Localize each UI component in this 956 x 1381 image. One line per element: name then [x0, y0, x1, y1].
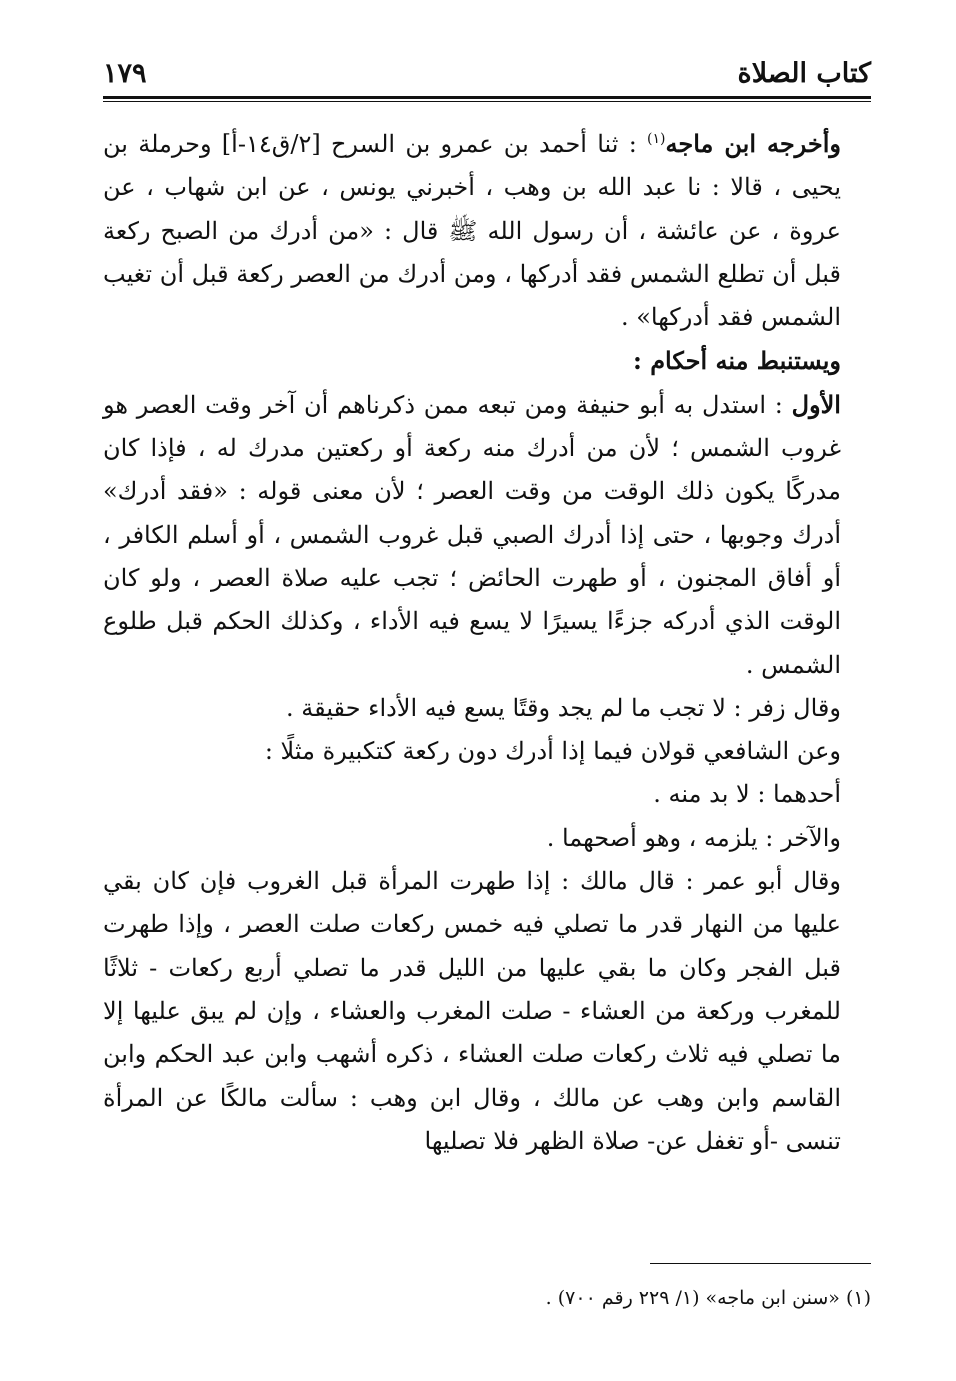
paragraph-1-text: : ثنا أحمد بن عمرو بن السرح [٢/ق١٤-أ] وحرملة بن يحيى ، قالا : نا عبد الله بن وهب ، أخبرني يونس ، عن ابن شهاب ، عن عروة ، عن عائشة ، أن رسول الله ﷺ قال : «من أدرك من الصبح ركعة قبل أن تطلع الشمس فقد أدركها ، ومن أدرك من العصر ركعة قبل أن تغيب الشمس فقد أدركها» .	[103, 130, 841, 332]
footnote-separator	[650, 1263, 871, 1264]
paragraph-2-lead: الأول	[791, 389, 841, 419]
header-rule-thick	[103, 96, 871, 99]
paragraph-1	[103, 122, 871, 339]
page-number: ١٧٩	[103, 58, 147, 89]
paragraph-7: وقال أبو عمر : قال مالك : إذا طهرت المرأة قبل الغروب فإن كان بقي عليها من النهار قدر ما تصلي فيه خمس ركعات صلت العصر ، وإذا طهرت قبل الفجر وكان ما بقي عليها من الليل قدر ما تصلي أربع ركعات - ثلاثًا للمغرب وركعة من العشاء - صلت المغرب والعشاء ، وإن لم يبق عليها إلا ما تصلي فيه ثلاث ركعات صلت العشاء ، ذكره أشهب وابن عبد الحكم وابن القاسم وابن وهب عن مالك ، وقال ابن وهب : سألت مالكًا عن المرأة تنسى -أو تغفل عن- صلاة الظهر فلا تصليها	[103, 867, 841, 1155]
header-rule-thin	[103, 101, 871, 102]
paragraph-5: أحدهما : لا بد منه .	[653, 780, 841, 809]
paragraph-2	[103, 383, 871, 687]
main-text	[103, 122, 871, 1163]
footnote-reference: (١)	[647, 131, 666, 147]
paragraph-4: وعن الشافعي قولان فيما إذا أدرك دون ركعة كتكبيرة مثلًا :	[264, 737, 841, 766]
paragraph-2-text: : استدل به أبو حنيفة ومن تبعه ممن ذكرناهم أن آخر وقت العصر هو غروب الشمس ؛ لأن من أدرك منه ركعة أو ركعتين مدرك له ، فإذا كان مدركًا يكون ذلك الوقت من وقت العصر ؛ لأن معنى قوله : «فقد أدرك» أدرك وجوبها ، حتى إذا أدرك الصبي قبل غروب الشمس ، أو أسلم الكافر ، أو أفاق المجنون ، أو طهرت الحائض ؛ تجب عليه صلاة العصر ، ولو كان الوقت الذي أدركه جزءًا يسيرًا لا يسع فيه الأداء ، وكذلك الحكم قبل طلوع الشمس .	[103, 390, 841, 679]
section-heading: ويستنبط منه أحكام :	[632, 346, 841, 376]
book-title: كتاب الصلاة	[737, 58, 871, 89]
paragraph-6: والآخر : يلزمه ، وهو أصحهما .	[546, 823, 841, 852]
footnote: (١) «سنن ابن ماجه» (١/ ٢٢٩ رقم ٧٠٠) .	[545, 1287, 871, 1309]
paragraph-3: وقال زفر : لا تجب ما لم يجد وقتًا يسع فيه الأداء حقيقة .	[286, 693, 841, 722]
paragraph-1-lead: وأخرجه ابن ماجه	[665, 129, 841, 158]
page-header	[103, 52, 871, 96]
